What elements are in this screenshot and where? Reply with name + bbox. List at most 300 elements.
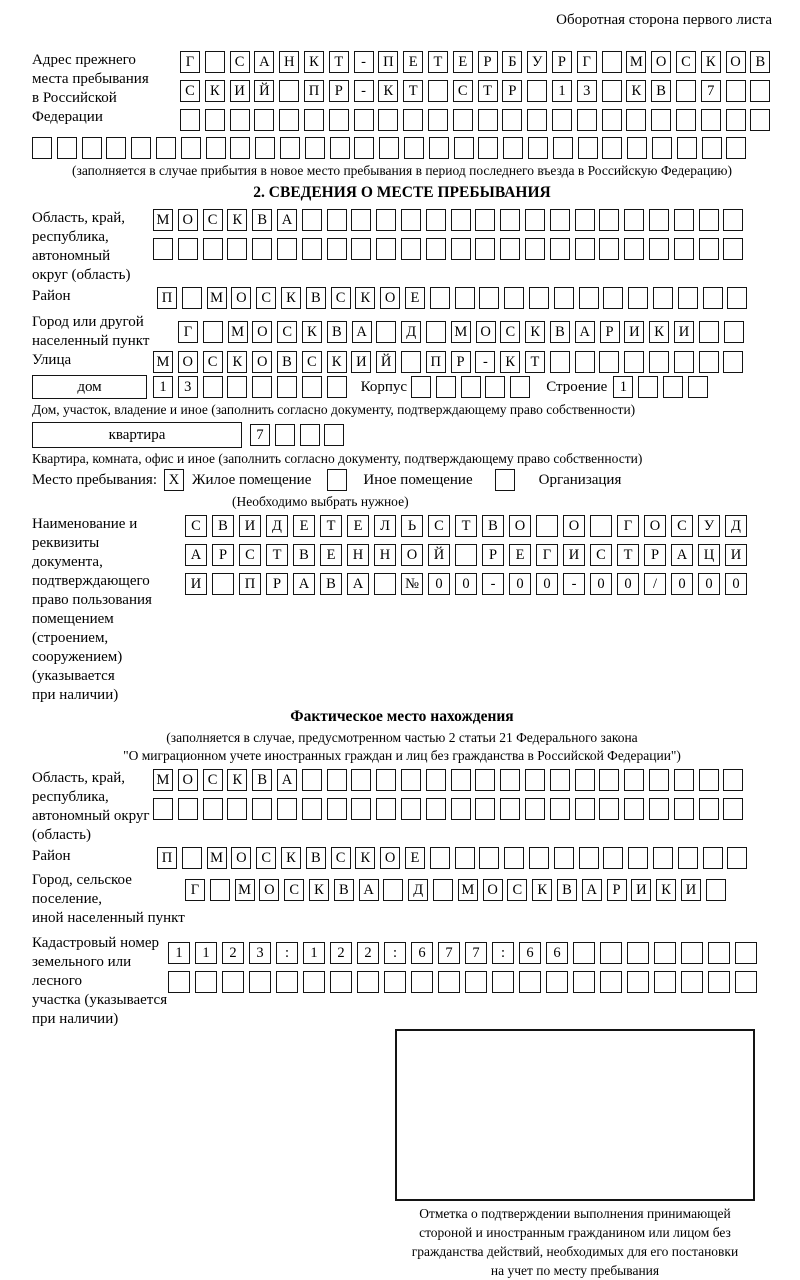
char-cell: 0 — [617, 573, 639, 595]
char-cell: 1 — [552, 80, 572, 102]
char-cell — [203, 376, 223, 398]
char-cell — [426, 238, 446, 260]
char-cell: С — [256, 287, 276, 309]
char-cell: И — [230, 80, 250, 102]
char-cell — [451, 769, 471, 791]
char-cell: К — [532, 879, 552, 901]
char-cell: В — [293, 544, 315, 566]
char-cell — [227, 238, 247, 260]
char-cell — [277, 376, 297, 398]
char-cell: - — [354, 80, 374, 102]
region-row-1 — [153, 209, 743, 231]
char-cell: У — [527, 51, 547, 73]
char-cell: Р — [552, 51, 572, 73]
char-cell — [276, 971, 298, 993]
char-cell — [324, 424, 344, 446]
char-cell: О — [380, 847, 400, 869]
char-cell — [279, 80, 299, 102]
char-cell: 2 — [330, 942, 352, 964]
char-cell — [374, 573, 396, 595]
char-cell — [699, 769, 719, 791]
title-document-field — [32, 515, 772, 705]
char-cell — [379, 137, 399, 159]
char-cell — [203, 238, 223, 260]
char-cell: 0 — [455, 573, 477, 595]
char-cell: С — [671, 515, 693, 537]
char-cell: В — [750, 51, 770, 73]
char-cell: М — [228, 321, 248, 343]
char-cell: Т — [428, 51, 448, 73]
char-cell: И — [239, 515, 261, 537]
char-cell — [428, 80, 448, 102]
char-cell: : — [492, 942, 514, 964]
char-cell — [536, 515, 558, 537]
char-cell: О — [231, 847, 251, 869]
char-cell: 1 — [613, 376, 633, 398]
char-cell: Т — [478, 80, 498, 102]
char-cell — [546, 971, 568, 993]
char-cell — [599, 351, 619, 373]
char-cell — [624, 238, 644, 260]
char-cell — [465, 971, 487, 993]
char-cell — [724, 321, 744, 343]
char-cell: О — [178, 769, 198, 791]
char-cell — [602, 51, 622, 73]
char-cell — [401, 769, 421, 791]
char-cell — [703, 287, 723, 309]
char-cell: О — [178, 209, 198, 231]
char-cell: К — [281, 847, 301, 869]
char-cell — [529, 847, 549, 869]
char-cell — [550, 209, 570, 231]
char-cell: Т — [403, 80, 423, 102]
char-cell: Е — [405, 287, 425, 309]
char-cell — [529, 287, 549, 309]
char-cell — [153, 238, 173, 260]
region-field — [32, 209, 772, 285]
char-cell — [575, 798, 595, 820]
char-cell — [479, 287, 499, 309]
char-cell — [674, 798, 694, 820]
stay-type-label: Место пребывания: — [32, 472, 157, 488]
char-cell — [106, 137, 126, 159]
char-cell: О — [380, 287, 400, 309]
region-label: Область, край, республика, автономный округ (область) — [32, 210, 131, 283]
char-cell: К — [309, 879, 329, 901]
char-cell — [688, 376, 708, 398]
char-cell — [227, 798, 247, 820]
cadastral-label: Кадастровый номер земельного или лесного участка (указывается при наличии) — [32, 935, 168, 1027]
char-cell — [603, 847, 623, 869]
char-cell — [510, 376, 530, 398]
char-cell — [702, 137, 722, 159]
char-cell: П — [239, 573, 261, 595]
char-cell: С — [230, 51, 250, 73]
char-cell: 0 — [590, 573, 612, 595]
char-cell — [249, 971, 271, 993]
char-cell: 0 — [536, 573, 558, 595]
char-cell: 7 — [438, 942, 460, 964]
district-field — [32, 287, 772, 309]
actual-location-title: Фактическое место нахождения — [290, 708, 514, 725]
char-cell: К — [656, 879, 676, 901]
char-cell — [492, 971, 514, 993]
char-cell — [451, 209, 471, 231]
char-cell: С — [590, 544, 612, 566]
char-cell — [676, 109, 696, 131]
char-cell — [305, 137, 325, 159]
char-cell — [82, 137, 102, 159]
char-cell: А — [575, 321, 595, 343]
char-cell: М — [235, 879, 255, 901]
char-cell: В — [306, 287, 326, 309]
prev-address-cells — [180, 51, 770, 131]
char-cell — [206, 137, 226, 159]
char-cell: А — [671, 544, 693, 566]
char-cell — [663, 376, 683, 398]
char-cell: А — [293, 573, 315, 595]
char-cell — [351, 238, 371, 260]
char-cell — [578, 137, 598, 159]
char-cell — [649, 798, 669, 820]
char-cell: М — [153, 769, 173, 791]
char-cell — [455, 544, 477, 566]
char-cell: 7 — [250, 424, 270, 446]
char-cell — [378, 109, 398, 131]
actual-city-field — [32, 871, 772, 928]
city-label: Город или другой населенный пункт — [32, 314, 150, 349]
char-cell — [403, 109, 423, 131]
char-cell — [575, 238, 595, 260]
char-cell — [354, 137, 374, 159]
char-cell — [32, 137, 52, 159]
char-cell: 1 — [153, 376, 173, 398]
char-cell — [674, 209, 694, 231]
char-cell — [554, 847, 574, 869]
char-cell — [327, 376, 347, 398]
char-cell — [750, 109, 770, 131]
title-document-label: Наименование и реквизиты документа, подтверждающего право пользования помещением (строением, сооружением) (указывается при наличии) — [32, 516, 152, 703]
actual-location-note-2: "О миграционном учете иностранных граждан и лиц без гражданства в Российской Федерации") — [123, 748, 681, 763]
char-cell — [602, 80, 622, 102]
korpus-row — [411, 376, 530, 398]
char-cell: С — [203, 351, 223, 373]
char-cell — [178, 238, 198, 260]
char-cell: Р — [482, 544, 504, 566]
char-cell — [579, 287, 599, 309]
char-cell — [277, 798, 297, 820]
char-cell — [203, 321, 223, 343]
char-cell — [401, 209, 421, 231]
char-cell: Н — [347, 544, 369, 566]
char-cell — [411, 971, 433, 993]
title-document-row-2 — [185, 544, 747, 566]
char-cell: К — [227, 351, 247, 373]
char-cell: В — [306, 847, 326, 869]
char-cell: 1 — [195, 942, 217, 964]
char-cell — [210, 879, 230, 901]
char-cell — [451, 238, 471, 260]
apartment-note: Квартира, комната, офис и иное (заполнить согласно документу, подтверждающему право собственности) — [32, 451, 643, 466]
char-cell: А — [347, 573, 369, 595]
char-cell: С — [284, 879, 304, 901]
char-cell: О — [252, 351, 272, 373]
char-cell — [430, 287, 450, 309]
apartment-number-row — [250, 424, 344, 446]
char-cell: К — [205, 80, 225, 102]
char-cell: Т — [455, 515, 477, 537]
char-cell: : — [384, 942, 406, 964]
actual-region-row-1 — [153, 769, 743, 791]
region-cells — [153, 209, 743, 260]
char-cell: Й — [254, 80, 274, 102]
char-cell: Р — [502, 80, 522, 102]
char-cell: Р — [266, 573, 288, 595]
char-cell — [525, 798, 545, 820]
char-cell — [401, 351, 421, 373]
char-cell — [706, 879, 726, 901]
char-cell: Р — [212, 544, 234, 566]
prev-address-label: Адрес прежнего места пребывания в Российской Федерации — [32, 52, 149, 125]
char-cell — [627, 942, 649, 964]
char-cell: С — [239, 544, 261, 566]
char-cell: Р — [607, 879, 627, 901]
char-cell — [330, 137, 350, 159]
apartment-field — [32, 422, 772, 448]
char-cell — [376, 321, 396, 343]
char-cell: Д — [408, 879, 428, 901]
char-cell — [502, 109, 522, 131]
char-cell: К — [500, 351, 520, 373]
char-cell — [624, 798, 644, 820]
char-cell — [649, 209, 669, 231]
char-cell: Г — [180, 51, 200, 73]
cadastral-row-2 — [168, 971, 757, 993]
char-cell: В — [327, 321, 347, 343]
char-cell: - — [354, 51, 374, 73]
char-cell: Е — [293, 515, 315, 537]
char-cell: И — [681, 879, 701, 901]
char-cell — [599, 798, 619, 820]
char-cell: О — [178, 351, 198, 373]
char-cell — [699, 798, 719, 820]
char-cell — [181, 137, 201, 159]
char-cell: Р — [644, 544, 666, 566]
char-cell — [624, 351, 644, 373]
char-cell — [230, 109, 250, 131]
char-cell: Е — [509, 544, 531, 566]
char-cell: С — [180, 80, 200, 102]
char-cell — [525, 209, 545, 231]
char-cell: № — [401, 573, 423, 595]
char-cell — [735, 971, 757, 993]
char-cell: 2 — [222, 942, 244, 964]
char-cell — [131, 137, 151, 159]
char-cell: Т — [266, 544, 288, 566]
char-cell — [168, 971, 190, 993]
house-note: Дом, участок, владение и иное (заполнить согласно документу, подтверждающему право собственности) — [32, 402, 636, 417]
region-row-2 — [153, 238, 743, 260]
char-cell: Н — [374, 544, 396, 566]
char-cell: Е — [405, 847, 425, 869]
house-field — [32, 375, 772, 399]
char-cell: К — [525, 321, 545, 343]
char-cell: П — [157, 847, 177, 869]
char-cell — [500, 209, 520, 231]
char-cell: - — [563, 573, 585, 595]
char-cell — [599, 238, 619, 260]
char-cell: Е — [453, 51, 473, 73]
cadastral-cells — [168, 942, 757, 993]
char-cell: В — [651, 80, 671, 102]
char-cell — [300, 424, 320, 446]
char-cell: И — [563, 544, 585, 566]
char-cell — [327, 769, 347, 791]
char-cell — [651, 109, 671, 131]
char-cell — [426, 321, 446, 343]
char-cell — [455, 287, 475, 309]
char-cell — [550, 351, 570, 373]
char-cell: 6 — [546, 942, 568, 964]
char-cell — [383, 879, 403, 901]
char-cell: С — [302, 351, 322, 373]
prev-address-row-1 — [180, 51, 770, 73]
char-cell — [401, 238, 421, 260]
char-cell — [579, 847, 599, 869]
char-cell: И — [725, 544, 747, 566]
char-cell: М — [458, 879, 478, 901]
char-cell: 0 — [509, 573, 531, 595]
char-cell — [674, 351, 694, 373]
char-cell — [674, 769, 694, 791]
char-cell — [525, 769, 545, 791]
char-cell — [652, 137, 672, 159]
title-document-row-1 — [185, 515, 747, 537]
char-cell: О — [563, 515, 585, 537]
char-cell — [703, 847, 723, 869]
char-cell: Е — [320, 544, 342, 566]
char-cell: Д — [725, 515, 747, 537]
char-cell: С — [453, 80, 473, 102]
char-cell: О — [401, 544, 423, 566]
char-cell: Т — [329, 51, 349, 73]
char-cell — [519, 971, 541, 993]
char-cell — [638, 376, 658, 398]
char-cell — [428, 109, 448, 131]
char-cell: 0 — [428, 573, 450, 595]
char-cell: 3 — [577, 80, 597, 102]
char-cell — [550, 798, 570, 820]
char-cell — [230, 137, 250, 159]
actual-region-cells — [153, 769, 743, 820]
char-cell — [628, 847, 648, 869]
district-row — [157, 287, 747, 309]
char-cell — [735, 942, 757, 964]
char-cell — [351, 209, 371, 231]
char-cell — [653, 847, 673, 869]
char-cell — [376, 238, 396, 260]
char-cell: В — [252, 209, 272, 231]
char-cell: 6 — [411, 942, 433, 964]
char-cell: П — [304, 80, 324, 102]
char-cell — [354, 109, 374, 131]
char-cell — [681, 971, 703, 993]
char-cell — [723, 798, 743, 820]
char-cell — [575, 209, 595, 231]
char-cell — [302, 238, 322, 260]
char-cell — [701, 109, 721, 131]
char-cell: Е — [403, 51, 423, 73]
char-cell: С — [507, 879, 527, 901]
char-cell — [723, 238, 743, 260]
char-cell — [182, 847, 202, 869]
char-cell — [600, 942, 622, 964]
char-cell — [603, 287, 623, 309]
actual-location-note-1: (заполняется в случае, предусмотренном частью 2 статьи 21 Федерального закона — [166, 730, 638, 745]
char-cell: С — [277, 321, 297, 343]
char-cell — [553, 137, 573, 159]
char-cell: 3 — [178, 376, 198, 398]
char-cell: И — [351, 351, 371, 373]
char-cell: : — [276, 942, 298, 964]
char-cell — [500, 798, 520, 820]
char-cell — [376, 798, 396, 820]
char-cell: П — [378, 51, 398, 73]
char-cell — [430, 847, 450, 869]
char-cell — [649, 351, 669, 373]
char-cell — [678, 847, 698, 869]
char-cell — [475, 209, 495, 231]
char-cell: Р — [600, 321, 620, 343]
char-cell: 2 — [357, 942, 379, 964]
char-cell: Т — [525, 351, 545, 373]
char-cell: С — [331, 287, 351, 309]
char-cell — [590, 515, 612, 537]
char-cell: П — [157, 287, 177, 309]
char-cell — [653, 287, 673, 309]
char-cell — [674, 238, 694, 260]
char-cell — [429, 137, 449, 159]
char-cell: Д — [266, 515, 288, 537]
char-cell — [699, 351, 719, 373]
actual-region-field — [32, 769, 772, 845]
char-cell — [500, 769, 520, 791]
char-cell — [255, 137, 275, 159]
char-cell: М — [451, 321, 471, 343]
char-cell: Ц — [698, 544, 720, 566]
char-cell: 7 — [465, 942, 487, 964]
char-cell — [678, 287, 698, 309]
char-cell: М — [153, 209, 173, 231]
residential-checkbox: X — [164, 469, 184, 491]
char-cell: 0 — [725, 573, 747, 595]
prev-address-row-3 — [180, 109, 770, 131]
char-cell — [205, 51, 225, 73]
char-cell: О — [651, 51, 671, 73]
char-cell: 1 — [168, 942, 190, 964]
char-cell: Г — [178, 321, 198, 343]
char-cell: К — [304, 51, 324, 73]
char-cell: Т — [617, 544, 639, 566]
char-cell — [554, 287, 574, 309]
char-cell — [677, 137, 697, 159]
char-cell — [485, 376, 505, 398]
prev-address-overflow-row — [32, 137, 772, 159]
char-cell — [453, 109, 473, 131]
char-cell: К — [327, 351, 347, 373]
char-cell: 7 — [701, 80, 721, 102]
char-cell: В — [550, 321, 570, 343]
